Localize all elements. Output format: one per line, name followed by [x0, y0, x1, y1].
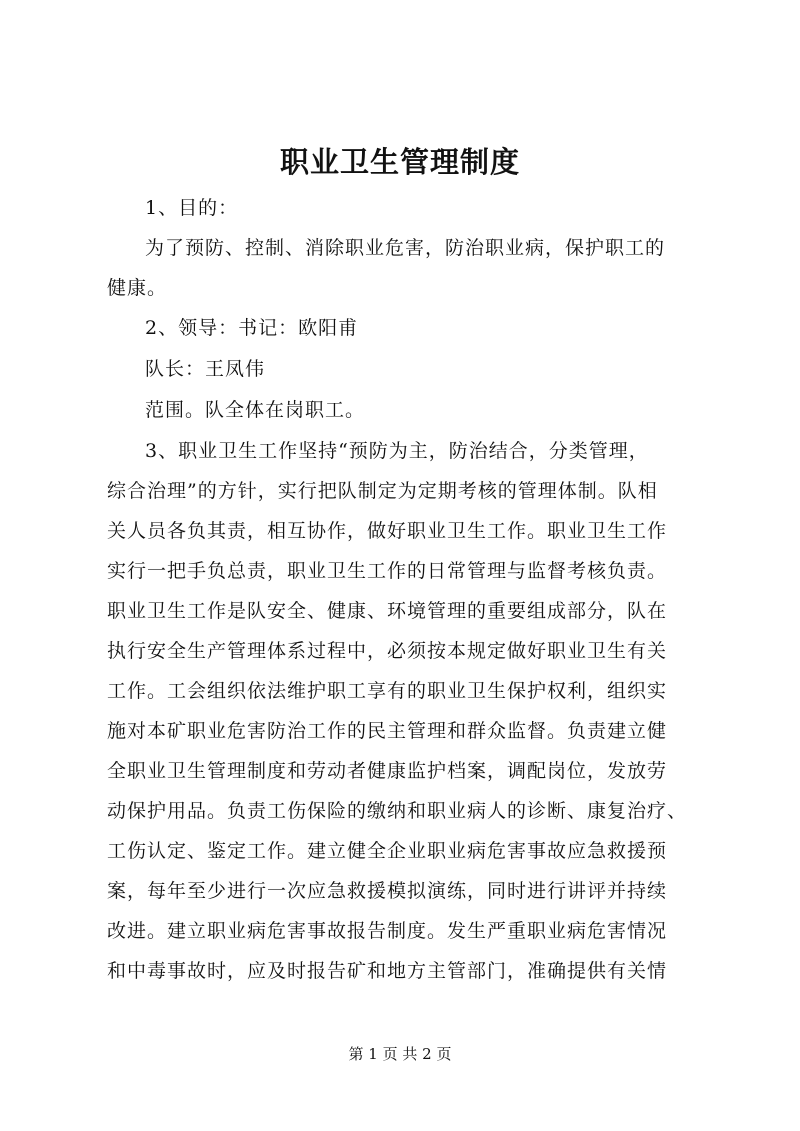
paragraph-line: 和中毒事故时，应及时报告矿和地方主管部门，准确提供有关情: [107, 960, 668, 982]
document-title: 职业卫生管理制度: [279, 145, 520, 179]
paragraph-line: 为了预防、控制、消除职业危害，防治职业病，保护职工的: [145, 237, 666, 259]
paragraph-line: 综合治理”的方针，实行把队制定为定期考核的管理体制。队相: [107, 480, 658, 502]
section-heading-leadership: 2、领导：书记：欧阳甫: [145, 317, 359, 339]
paragraph-line: 范围。队全体在岗职工。: [145, 399, 366, 421]
section-heading-purpose: 1、目的：: [145, 197, 239, 219]
paragraph-line: 工伤认定、鉴定工作。建立健全企业职业病危害事故应急救援预: [107, 840, 668, 862]
section-heading-principles: 3、职业卫生工作坚持“预防为主，防治结合，分类管理，: [145, 440, 649, 462]
paragraph-line: 改进。建立职业病危害事故报告制度。发生严重职业病危害情况: [107, 920, 668, 942]
paragraph-line: 全职业卫生管理制度和劳动者健康监护档案，调配岗位，发放劳: [107, 760, 668, 782]
paragraph-line: 职业卫生工作是队安全、健康、环境管理的重要组成部分，队在: [107, 600, 668, 622]
page-number: 第 1 页 共 2 页: [348, 1045, 452, 1063]
paragraph-line: 健康。: [107, 277, 168, 299]
paragraph-line: 实行一把手负总责，职业卫生工作的日常管理与监督考核负责。: [107, 560, 668, 582]
paragraph-line: 动保护用品。负责工伤保险的缴纳和职业病人的诊断、康复治疗、: [107, 800, 688, 822]
paragraph-line: 执行安全生产管理体系过程中，必须按本规定做好职业卫生有关: [107, 640, 668, 662]
paragraph-line: 关人员各负其责，相互协作，做好职业卫生工作。职业卫生工作: [107, 520, 668, 542]
paragraph-line: 队长：王凤伟: [145, 358, 266, 380]
paragraph-line: 工作。工会组织依法维护职工享有的职业卫生保护权利，组织实: [107, 680, 668, 702]
paragraph-line: 案，每年至少进行一次应急救援模拟演练，同时进行讲评并持续: [107, 880, 668, 902]
paragraph-line: 施对本矿职业危害防治工作的民主管理和群众监督。负责建立健: [107, 720, 668, 742]
